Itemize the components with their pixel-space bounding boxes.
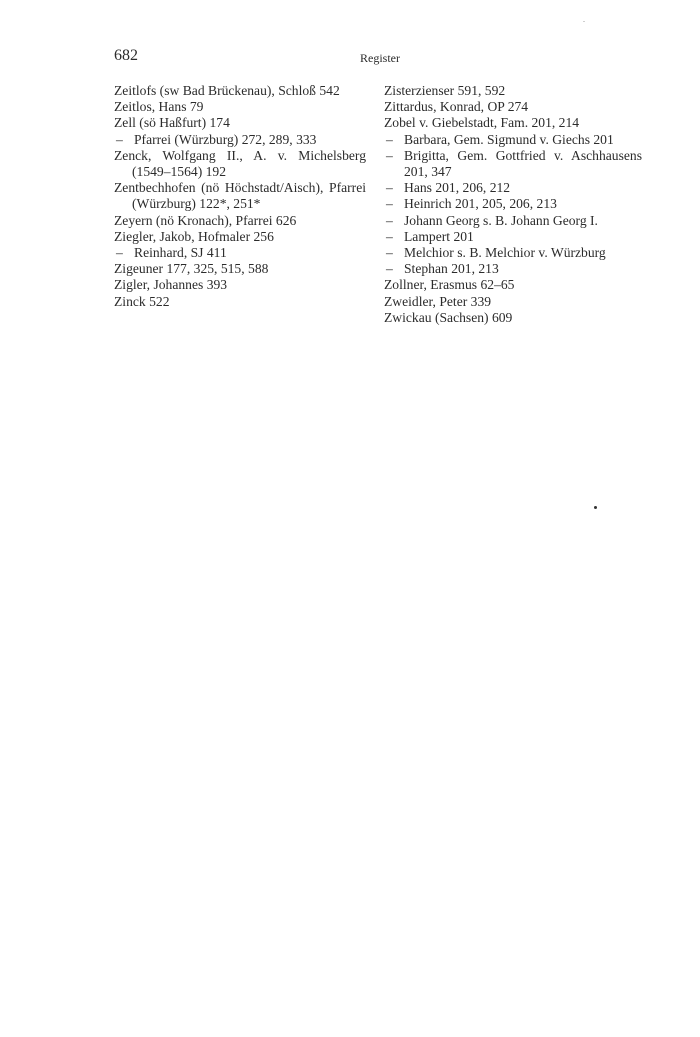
index-subentry: – Heinrich 201, 205, 206, 213 <box>384 196 642 212</box>
scan-speck-faint <box>583 21 585 22</box>
index-subentry: – Reinhard, SJ 411 <box>114 245 366 261</box>
index-subentry: – Melchior s. B. Melchior v. Würzburg <box>384 245 642 261</box>
scan-speck <box>594 506 597 509</box>
index-subentry: – Lampert 201 <box>384 229 642 245</box>
index-entry: Zisterzienser 591, 592 <box>384 83 506 98</box>
index-entry: Zweidler, Peter 339 <box>384 293 492 309</box>
index-entry: Zigeuner 177, 325, 515, 588 <box>114 261 269 277</box>
index-entry: Zeitlofs (sw Bad Brückenau), Schloß 542 <box>114 83 340 98</box>
index-subentry: – Barbara, Gem. Sigmund v. Giechs 201 <box>384 132 642 148</box>
index-entry: Ziegler, Jakob, Hofmaler 256 <box>114 228 274 244</box>
index-subentry: – Hans 201, 206, 212 <box>384 180 642 196</box>
index-entry: Zobel v. Giebelstadt, Fam. 201, 214 <box>384 115 580 131</box>
index-entry: Zwickau (Sachsen) 609 <box>384 309 513 325</box>
index-entry: Zinck 522 <box>114 293 170 309</box>
index-entry: Zentbechhofen (nö Höchstadt/Aisch), Pfarrei (Würzburg) 122*, 251* <box>114 180 366 212</box>
index-subentry: – Johann Georg s. B. Johann Georg I. <box>384 213 642 229</box>
index-column-right <box>384 83 642 326</box>
index-entry: Zigler, Johannes 393 <box>114 277 228 293</box>
index-entry: Zittardus, Konrad, OP 274 <box>384 99 529 115</box>
index-subentry: – Pfarrei (Würzburg) 272, 289, 333 <box>114 132 366 148</box>
index-entry: Zeitlos, Hans 79 <box>114 99 204 115</box>
running-head: Register <box>360 51 400 65</box>
index-entry: Zell (sö Haßfurt) 174 <box>114 115 230 131</box>
index-column-left <box>114 83 366 310</box>
page-number: 682 <box>114 47 138 64</box>
index-subentry: – Stephan 201, 213 <box>384 261 642 277</box>
index-entry: Zeyern (nö Kronach), Pfarrei 626 <box>114 212 297 228</box>
index-subentry: – Brigitta, Gem. Gottfried v. Aschhausens 201, 347 <box>384 148 642 180</box>
index-entry: Zenck, Wolfgang II., A. v. Michelsberg (1549–1564) 192 <box>114 147 366 180</box>
index-entry: Zollner, Erasmus 62–65 <box>384 277 515 293</box>
